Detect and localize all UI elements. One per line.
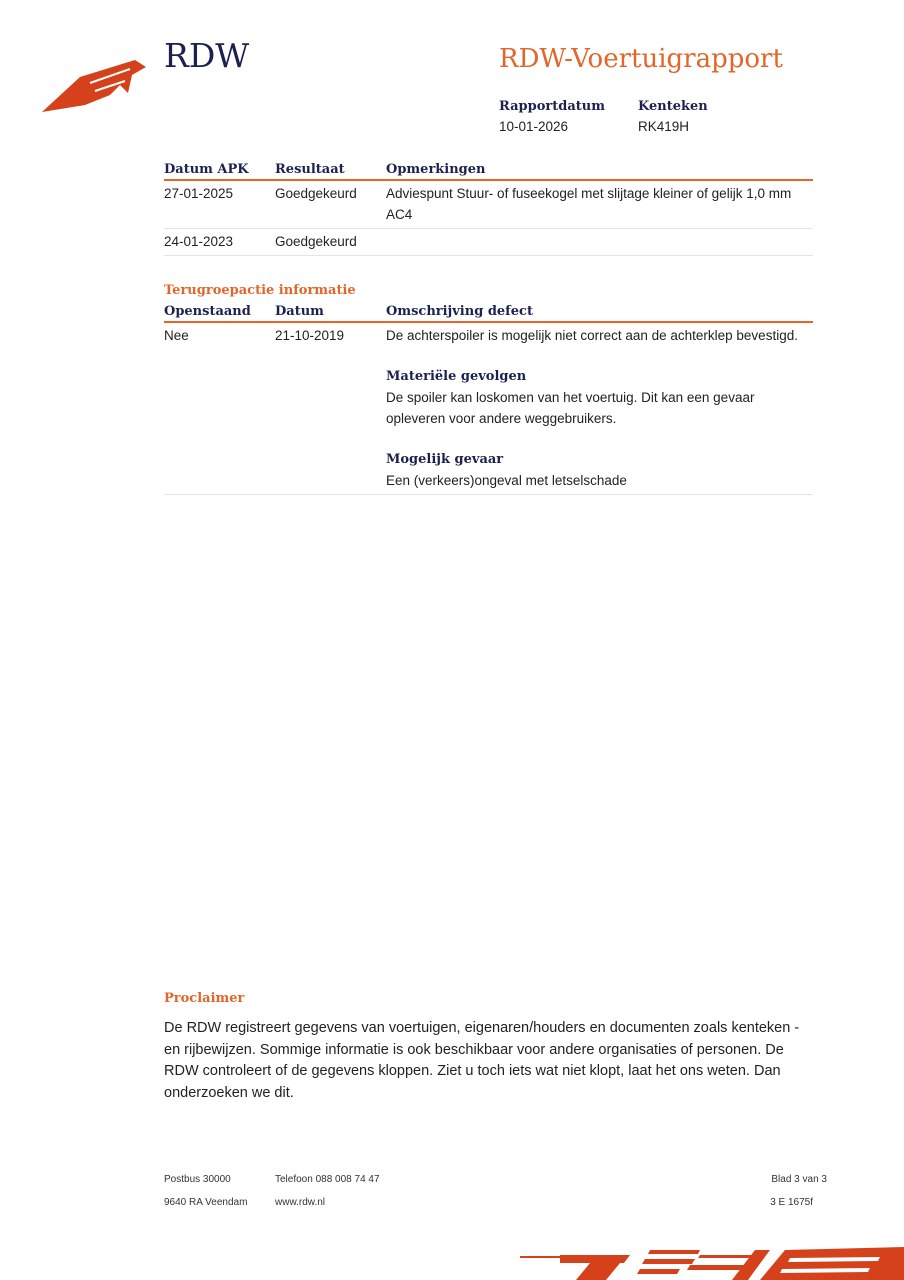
gevolgen-text: De spoiler kan loskomen van het voertuig. Dit kan een gevaar opleveren voor andere weggebruikers. (386, 390, 755, 426)
col-header: Datum (275, 302, 386, 322)
col-header: Omschrijving defect (386, 302, 813, 322)
footer-telefoon: Telefoon 088 008 74 47 (275, 1174, 380, 1185)
proclaimer-title: Proclaimer (164, 991, 245, 1006)
recall-table (164, 302, 813, 495)
footer-page-number: Blad 3 van 3 (771, 1174, 827, 1185)
cell: Goedgekeurd (275, 229, 386, 256)
kenteken-value: RK419H (638, 119, 690, 134)
col-header: Datum APK (164, 160, 275, 180)
cell: 27-01-2025 (164, 180, 275, 229)
col-header: Opmerkingen (386, 160, 813, 180)
table-row (164, 180, 813, 229)
rapportdatum-value: 10-01-2026 (499, 119, 569, 134)
page-title: RDW-Voertuigrapport (499, 44, 783, 74)
datum-cell: 21-10-2019 (275, 322, 386, 495)
logo-text: RDW (164, 36, 250, 75)
defect-text: De achterspoiler is mogelijk niet correct aan de achterklep bevestigd. (386, 328, 798, 343)
rdw-logo-icon (40, 55, 150, 115)
openstaand-cell: Nee (164, 322, 275, 495)
defect-cell (386, 322, 813, 495)
col-header: Resultaat (275, 160, 386, 180)
table-row (164, 322, 813, 495)
footer-postbus: Postbus 30000 (164, 1174, 231, 1185)
apk-table (164, 160, 813, 256)
table-row (164, 229, 813, 256)
gevaar-label: Mogelijk gevaar (386, 452, 504, 467)
cell: Goedgekeurd (275, 180, 386, 229)
col-header: Openstaand (164, 302, 275, 322)
cell (386, 229, 813, 256)
footer-plaats: 9640 RA Veendam (164, 1197, 248, 1208)
cell: 24-01-2023 (164, 229, 275, 256)
kenteken-label: Kenteken (638, 99, 708, 114)
decorative-stripes-icon (520, 1245, 904, 1280)
gevolgen-label: Materiële gevolgen (386, 369, 527, 384)
gevaar-text: Een (verkeers)ongeval met letselschade (386, 473, 627, 488)
footer-website-link[interactable]: www.rdw.nl (275, 1197, 326, 1208)
recall-title: Terugroepactie informatie (164, 283, 356, 298)
footer-code: 3 E 1675f (770, 1197, 813, 1208)
proclaimer-text: De RDW registreert gegevens van voertuigen, eigenaren/houders en documenten zoals kenteken - en rijbewijzen. Sommige informatie is ook beschikbaar voor andere organisaties of personen. De RDW controleert of de gegevens kloppen. Ziet u toch iets wat niet klopt, laat het ons weten. Dan onderzoeken we dit. (164, 1020, 800, 1101)
rapportdatum-label: Rapportdatum (499, 99, 605, 114)
cell: Adviespunt Stuur- of fuseekogel met slijtage kleiner of gelijk 1,0 mm AC4 (386, 180, 813, 229)
